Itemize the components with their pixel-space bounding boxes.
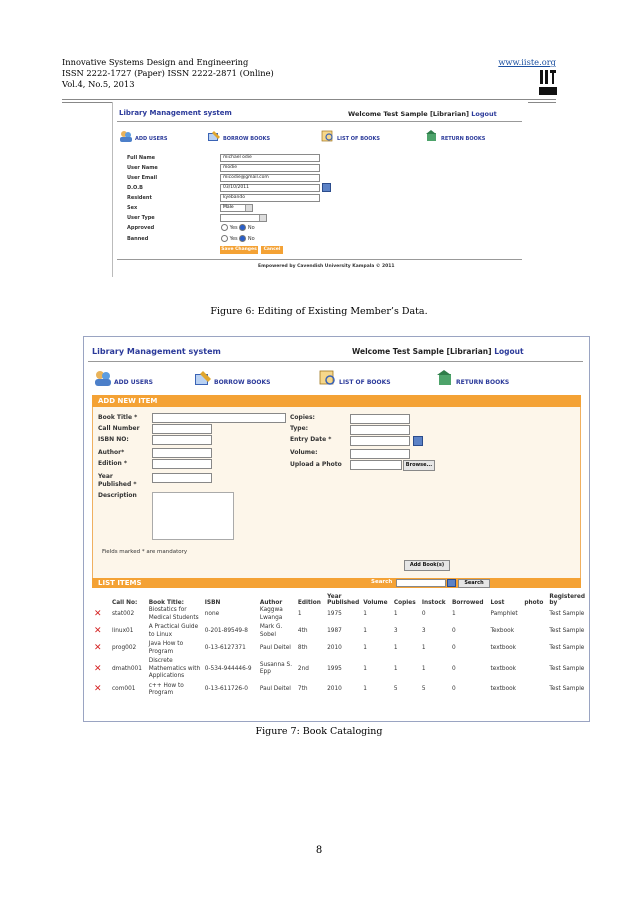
sex-label: Sex xyxy=(127,205,138,211)
cell-title: c++ How to Program xyxy=(148,682,184,696)
cell-copies: 5 xyxy=(393,686,398,693)
column-header: photo xyxy=(524,600,544,606)
book-pencil-icon xyxy=(194,370,212,386)
cell-author: Kaggwa Lwanga xyxy=(259,607,283,621)
sex-select-value: Male xyxy=(223,205,234,210)
cell-photo xyxy=(522,606,547,623)
delete-icon[interactable]: ✕ xyxy=(94,663,102,674)
nav-return-books[interactable] xyxy=(436,370,509,386)
delete-icon[interactable]: ✕ xyxy=(94,608,102,619)
footer-divider xyxy=(117,259,522,260)
calendar-icon[interactable] xyxy=(447,579,456,587)
cell-year: 1975 xyxy=(327,610,342,617)
cell-volume: 1 xyxy=(363,686,367,693)
journal-header xyxy=(62,57,274,90)
cell-isbn: 0-13-6127371 xyxy=(204,644,246,651)
banned-no-radio[interactable] xyxy=(239,235,246,242)
figure7-screenshot xyxy=(83,336,590,722)
column-header: ISBN xyxy=(204,600,221,606)
upload-photo-label: Upload a Photo xyxy=(290,461,342,468)
cell-lost: Pamphlet xyxy=(490,610,518,617)
browse-button[interactable]: Browse... xyxy=(403,460,435,471)
cell-year: 2010 xyxy=(327,644,342,651)
cell-year: 1987 xyxy=(327,627,342,634)
cell-year: 2010 xyxy=(327,686,342,693)
nav-borrow-books-label: BORROW BOOKS xyxy=(223,136,271,142)
cell-borrowed: 0 xyxy=(451,644,456,651)
delete-col-header xyxy=(92,594,110,606)
column-header: Edition xyxy=(297,600,321,606)
cell-instock: 5 xyxy=(421,686,426,693)
chevron-down-icon xyxy=(245,205,252,211)
cell-author: Mark G. Sobel xyxy=(259,624,283,638)
cell-registered-by: Test Sample xyxy=(549,627,585,634)
cell-borrowed: 1 xyxy=(451,610,456,617)
cell-photo xyxy=(522,640,547,657)
list-search-icon xyxy=(321,130,335,142)
table-row xyxy=(92,657,587,682)
cell-photo xyxy=(522,657,547,682)
cell-volume: 1 xyxy=(363,644,367,651)
isbn-input[interactable] xyxy=(152,435,212,445)
edition-input[interactable] xyxy=(152,459,212,469)
full-name-label: Full Name xyxy=(127,155,156,161)
column-header: Call No: xyxy=(112,600,138,606)
iiste-logo xyxy=(538,68,558,98)
year-published-label: Year Published * xyxy=(98,473,137,488)
header-rule xyxy=(62,99,556,100)
cell-title: Discrete Mathematics with Applications xyxy=(148,658,201,679)
list-search-icon xyxy=(319,370,337,386)
journal-volume: Vol.4, No.5, 2013 xyxy=(62,79,135,89)
table-row xyxy=(92,623,587,640)
journal-url[interactable]: www.iiste.org xyxy=(498,57,556,67)
year-published-input[interactable] xyxy=(152,473,212,483)
nav-list-of-books-label: LIST OF BOOKS xyxy=(339,379,391,386)
resident-field[interactable]: kyebando xyxy=(220,194,320,202)
type-input[interactable] xyxy=(350,425,410,435)
dob-label: D.O.B xyxy=(127,185,143,191)
cell-isbn: none xyxy=(204,610,220,617)
book-title-input[interactable] xyxy=(152,413,286,423)
cell-edition: 1 xyxy=(297,610,302,617)
cell-lost: textbook xyxy=(490,686,517,693)
user-name-field[interactable]: modie xyxy=(220,164,320,172)
banned-radio-group xyxy=(221,235,255,242)
cell-edition: 8th xyxy=(297,644,308,651)
app-title: Library Management system xyxy=(92,347,221,356)
approved-no-radio[interactable] xyxy=(239,224,246,231)
cell-registered-by: Test Sample xyxy=(549,610,585,617)
figure7-caption: Figure 7: Book Cataloging xyxy=(255,726,383,737)
cell-copies: 1 xyxy=(393,610,398,617)
footer-text: Empowered by Cavendish University Kampala © 2011 xyxy=(258,264,395,269)
copies-input[interactable] xyxy=(350,414,410,424)
figure6-screenshot xyxy=(112,102,528,277)
journal-name: Innovative Systems Design and Engineering xyxy=(62,57,249,67)
title-divider xyxy=(117,121,522,122)
cell-edition: 7th xyxy=(297,686,308,693)
user-type-select[interactable] xyxy=(220,214,267,222)
cell-copies: 3 xyxy=(393,627,398,634)
welcome-text xyxy=(348,110,497,118)
radio-no-label: No xyxy=(247,225,255,231)
cell-registered-by: Test Sample xyxy=(549,665,585,672)
cell-copies: 1 xyxy=(393,665,398,672)
entry-date-input[interactable] xyxy=(350,436,410,446)
banned-label: Banned xyxy=(127,236,149,242)
isbn-label: ISBN NO: xyxy=(98,436,129,443)
cell-borrowed: 0 xyxy=(451,627,456,634)
user-name-label: User Name xyxy=(127,165,158,171)
add-new-item-header: ADD NEW ITEM xyxy=(92,395,581,407)
calendar-icon[interactable] xyxy=(322,183,331,192)
search-input[interactable] xyxy=(396,579,446,587)
column-header: Registered by xyxy=(549,594,585,606)
nav-add-users-label: ADD USERS xyxy=(135,136,168,142)
cell-photo xyxy=(522,623,547,640)
cell-registered-by: Test Sample xyxy=(549,686,585,693)
nav-add-users[interactable] xyxy=(119,130,167,142)
volume-label: Volume: xyxy=(290,449,318,456)
cell-instock: 0 xyxy=(421,610,426,617)
cell-author: Susanna S. Epp xyxy=(259,661,293,676)
nav-borrow-books[interactable] xyxy=(194,370,270,386)
cell-lost: textbook xyxy=(490,665,517,672)
cell-registered-by: Test Sample xyxy=(549,644,585,651)
calendar-icon[interactable] xyxy=(413,436,423,446)
book-title-label: Book Title * xyxy=(98,414,138,421)
author-input[interactable] xyxy=(152,448,212,458)
column-header: Year Published xyxy=(327,594,360,606)
mandatory-note: Fields marked * are mandatory xyxy=(102,549,188,555)
full-name-field[interactable]: michael odie xyxy=(220,154,320,162)
list-items-header xyxy=(92,578,581,588)
cell-instock: 3 xyxy=(421,627,426,634)
nav-list-of-books[interactable] xyxy=(319,370,391,386)
description-textarea[interactable] xyxy=(152,492,234,540)
cell-isbn: 0-534-944446-9 xyxy=(204,665,252,672)
cell-isbn: 0-13-611726-0 xyxy=(204,686,248,693)
table-row xyxy=(92,606,587,623)
upload-photo-input[interactable] xyxy=(350,460,402,470)
user-type-label: User Type xyxy=(127,215,155,221)
cell-call-no: stat002 xyxy=(112,610,135,617)
dob-field[interactable]: 03/10/2011 xyxy=(220,184,320,192)
table-row xyxy=(92,682,587,699)
nav-borrow-books[interactable] xyxy=(207,130,270,142)
edition-label: Edition * xyxy=(98,460,127,467)
figure6-caption: Figure 6: Editing of Existing Member’s Data. xyxy=(210,306,428,317)
column-header: Instock xyxy=(421,600,446,606)
delete-icon[interactable]: ✕ xyxy=(94,642,102,653)
delete-icon[interactable]: ✕ xyxy=(94,684,102,695)
welcome-text xyxy=(352,347,524,356)
radio-no-label: No xyxy=(247,236,255,242)
cell-call-no: prog002 xyxy=(112,644,137,651)
chevron-down-icon xyxy=(259,215,266,221)
cell-author: Paul Deitel xyxy=(259,686,291,693)
return-book-icon xyxy=(425,130,439,142)
volume-input[interactable] xyxy=(350,449,410,459)
cell-year: 1995 xyxy=(327,665,342,672)
delete-icon[interactable]: ✕ xyxy=(94,625,102,636)
column-header: Borrowed xyxy=(451,600,484,606)
approved-label: Approved xyxy=(127,225,155,231)
author-label: Author* xyxy=(98,449,125,456)
call-number-label: Call Number xyxy=(98,425,140,432)
cell-borrowed: 0 xyxy=(451,665,456,672)
resident-label: Resident xyxy=(127,195,152,201)
app-title: Library Management system xyxy=(119,109,232,117)
nav-list-of-books[interactable] xyxy=(321,130,380,142)
cell-isbn: 0-201-89549-8 xyxy=(204,627,248,634)
table-row xyxy=(92,640,587,657)
nav-add-users-label: ADD USERS xyxy=(114,379,153,386)
return-book-icon xyxy=(436,370,454,386)
nav-return-books-label: RETURN BOOKS xyxy=(441,136,486,142)
column-header: Book Title: xyxy=(148,600,184,606)
logout-link[interactable]: Logout xyxy=(494,347,524,356)
cell-call-no: dmath001 xyxy=(112,665,142,672)
users-icon xyxy=(94,370,112,386)
table-header-row xyxy=(92,594,587,606)
column-header: Volume xyxy=(363,600,388,606)
list-items-label: LIST ITEMS xyxy=(98,579,142,587)
description-label: Description xyxy=(98,492,137,499)
cell-title: A Practical Guide to Linux xyxy=(148,624,199,638)
cell-borrowed: 0 xyxy=(451,686,456,693)
column-header: Copies xyxy=(393,600,416,606)
call-number-input[interactable] xyxy=(152,424,212,434)
nav-borrow-books-label: BORROW BOOKS xyxy=(214,379,271,386)
cell-call-no: linux01 xyxy=(112,627,134,634)
logout-link[interactable]: Logout xyxy=(471,110,497,118)
cell-edition: 2nd xyxy=(297,665,309,672)
radio-yes-label: Yes xyxy=(229,236,238,242)
title-divider xyxy=(88,361,583,362)
cell-copies: 1 xyxy=(393,644,398,651)
cell-edition: 4th xyxy=(297,627,308,634)
welcome-label: Welcome Test Sample [Librarian] xyxy=(352,347,492,356)
cell-author: Paul Deitel xyxy=(259,644,291,651)
cell-photo xyxy=(522,682,547,699)
user-email-label: User Email xyxy=(127,175,158,181)
cell-volume: 1 xyxy=(363,627,367,634)
user-email-field[interactable]: micodie@gmail.com xyxy=(220,174,320,182)
journal-issn: ISSN 2222-1727 (Paper) ISSN 2222-2871 (Online) xyxy=(62,68,274,78)
cell-volume: 1 xyxy=(363,610,367,617)
search-button[interactable]: Search xyxy=(458,579,490,588)
cell-instock: 1 xyxy=(421,665,426,672)
cell-lost: textbook xyxy=(490,644,517,651)
cell-volume: 1 xyxy=(363,665,367,672)
users-icon xyxy=(119,130,133,142)
cell-title: Biostatics for Medical Students xyxy=(148,607,199,621)
column-header: Lost xyxy=(490,600,505,606)
nav-add-users[interactable] xyxy=(94,370,153,386)
search-label: Search xyxy=(371,579,393,585)
page-number: 8 xyxy=(315,845,323,856)
book-pencil-icon xyxy=(207,130,221,142)
sex-select[interactable] xyxy=(220,204,253,212)
nav-list-of-books-label: LIST OF BOOKS xyxy=(337,136,380,142)
cancel-button[interactable]: Cancel xyxy=(261,246,283,254)
column-header: Author xyxy=(259,600,283,606)
cell-lost: Texbook xyxy=(490,627,515,634)
cell-title: Java How to Program xyxy=(148,641,184,655)
books-table xyxy=(92,594,587,699)
nav-return-books-label: RETURN BOOKS xyxy=(456,379,510,386)
entry-date-label: Entry Date * xyxy=(290,436,332,443)
approved-yes-radio[interactable] xyxy=(221,224,228,231)
type-label: Type: xyxy=(290,425,309,432)
save-changes-button[interactable]: Save Changes xyxy=(221,247,257,252)
cell-instock: 1 xyxy=(421,644,426,651)
nav-return-books[interactable] xyxy=(425,130,485,142)
cell-call-no: com001 xyxy=(112,686,136,693)
welcome-label: Welcome Test Sample [Librarian] xyxy=(348,110,469,118)
copies-label: Copies: xyxy=(290,414,315,421)
radio-yes-label: Yes xyxy=(229,225,238,231)
banned-yes-radio[interactable] xyxy=(221,235,228,242)
approved-radio-group xyxy=(221,224,255,231)
add-books-button[interactable]: Add Book(s) xyxy=(404,560,450,571)
